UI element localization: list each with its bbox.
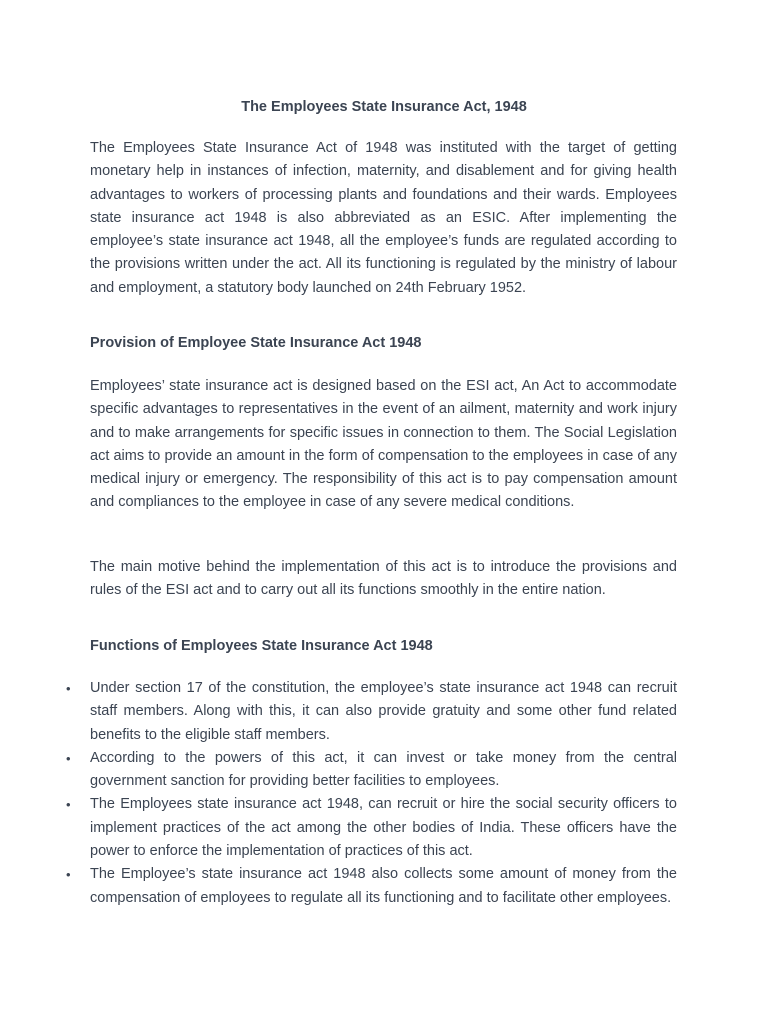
provision-heading: Provision of Employee State Insurance Act 1948 (90, 335, 422, 351)
list-item-text: According to the powers of this act, it can invest or take money from the central government sanction for providing better facilities to employees. (90, 749, 677, 790)
bullet-icon: • (66, 681, 71, 696)
document-title: The Employees State Insurance Act, 1948 (241, 99, 527, 115)
provision-paragraph-1: Employees’ state insurance act is designed based on the ESI act, An Act to accommodate specific advantages to representatives in the event of an ailment, maternity and work injury and to make arrangements for specific issues in connection to them. The Social Legislation act aims to provide an amount in the form of compensation to the employees in case of any medical injury or emergency. The responsibility of this act is to pay compensation amount and compliances to the employee in case of any severe medical conditions. (90, 378, 677, 511)
provision-paragraph-2: The main motive behind the implementation of this act is to introduce the provisions and rules of the ESI act and to carry out all its functions smoothly in the entire nation. (90, 559, 677, 599)
list-item (66, 677, 677, 747)
list-item (66, 863, 677, 910)
functions-heading: Functions of Employees State Insurance Act 1948 (90, 638, 433, 654)
list-item-text: The Employees state insurance act 1948, can recruit or hire the social security officers to implement practices of the act among the other bodies of India. These officers have the power to enforce the implementation of practices of this act. (90, 796, 677, 860)
functions-list (0, 677, 768, 910)
list-item-text: The Employee’s state insurance act 1948 also collects some amount of money from the compensation of employees to regulate all its functioning and to facilitate other employees. (90, 866, 677, 906)
bullet-icon: • (66, 797, 71, 813)
list-item (66, 793, 677, 863)
list-item-text: Under section 17 of the constitution, the employee’s state insurance act 1948 can recruit staff members. Along with this, it can also provide gratuity and some other fund related benefits to the eligible staff members. (90, 680, 677, 743)
list-item (66, 747, 677, 794)
bullet-icon: • (66, 867, 71, 883)
intro-paragraph: The Employees State Insurance Act of 1948 was instituted with the target of getting monetary help in instances of infection, maternity, and disablement and for giving health advantages to workers of processing plants and foundations and their wards. Employees state insurance act 1948 is also abbreviated as an ESIC. After implementing the employee’s state insurance act 1948, all the employee’s funds are regulated according to the provisions written under the act. All its functioning is regulated by the ministry of labour and employment, a statutory body launched on 24th February 1952. (90, 140, 677, 296)
bullet-icon: • (66, 750, 71, 766)
